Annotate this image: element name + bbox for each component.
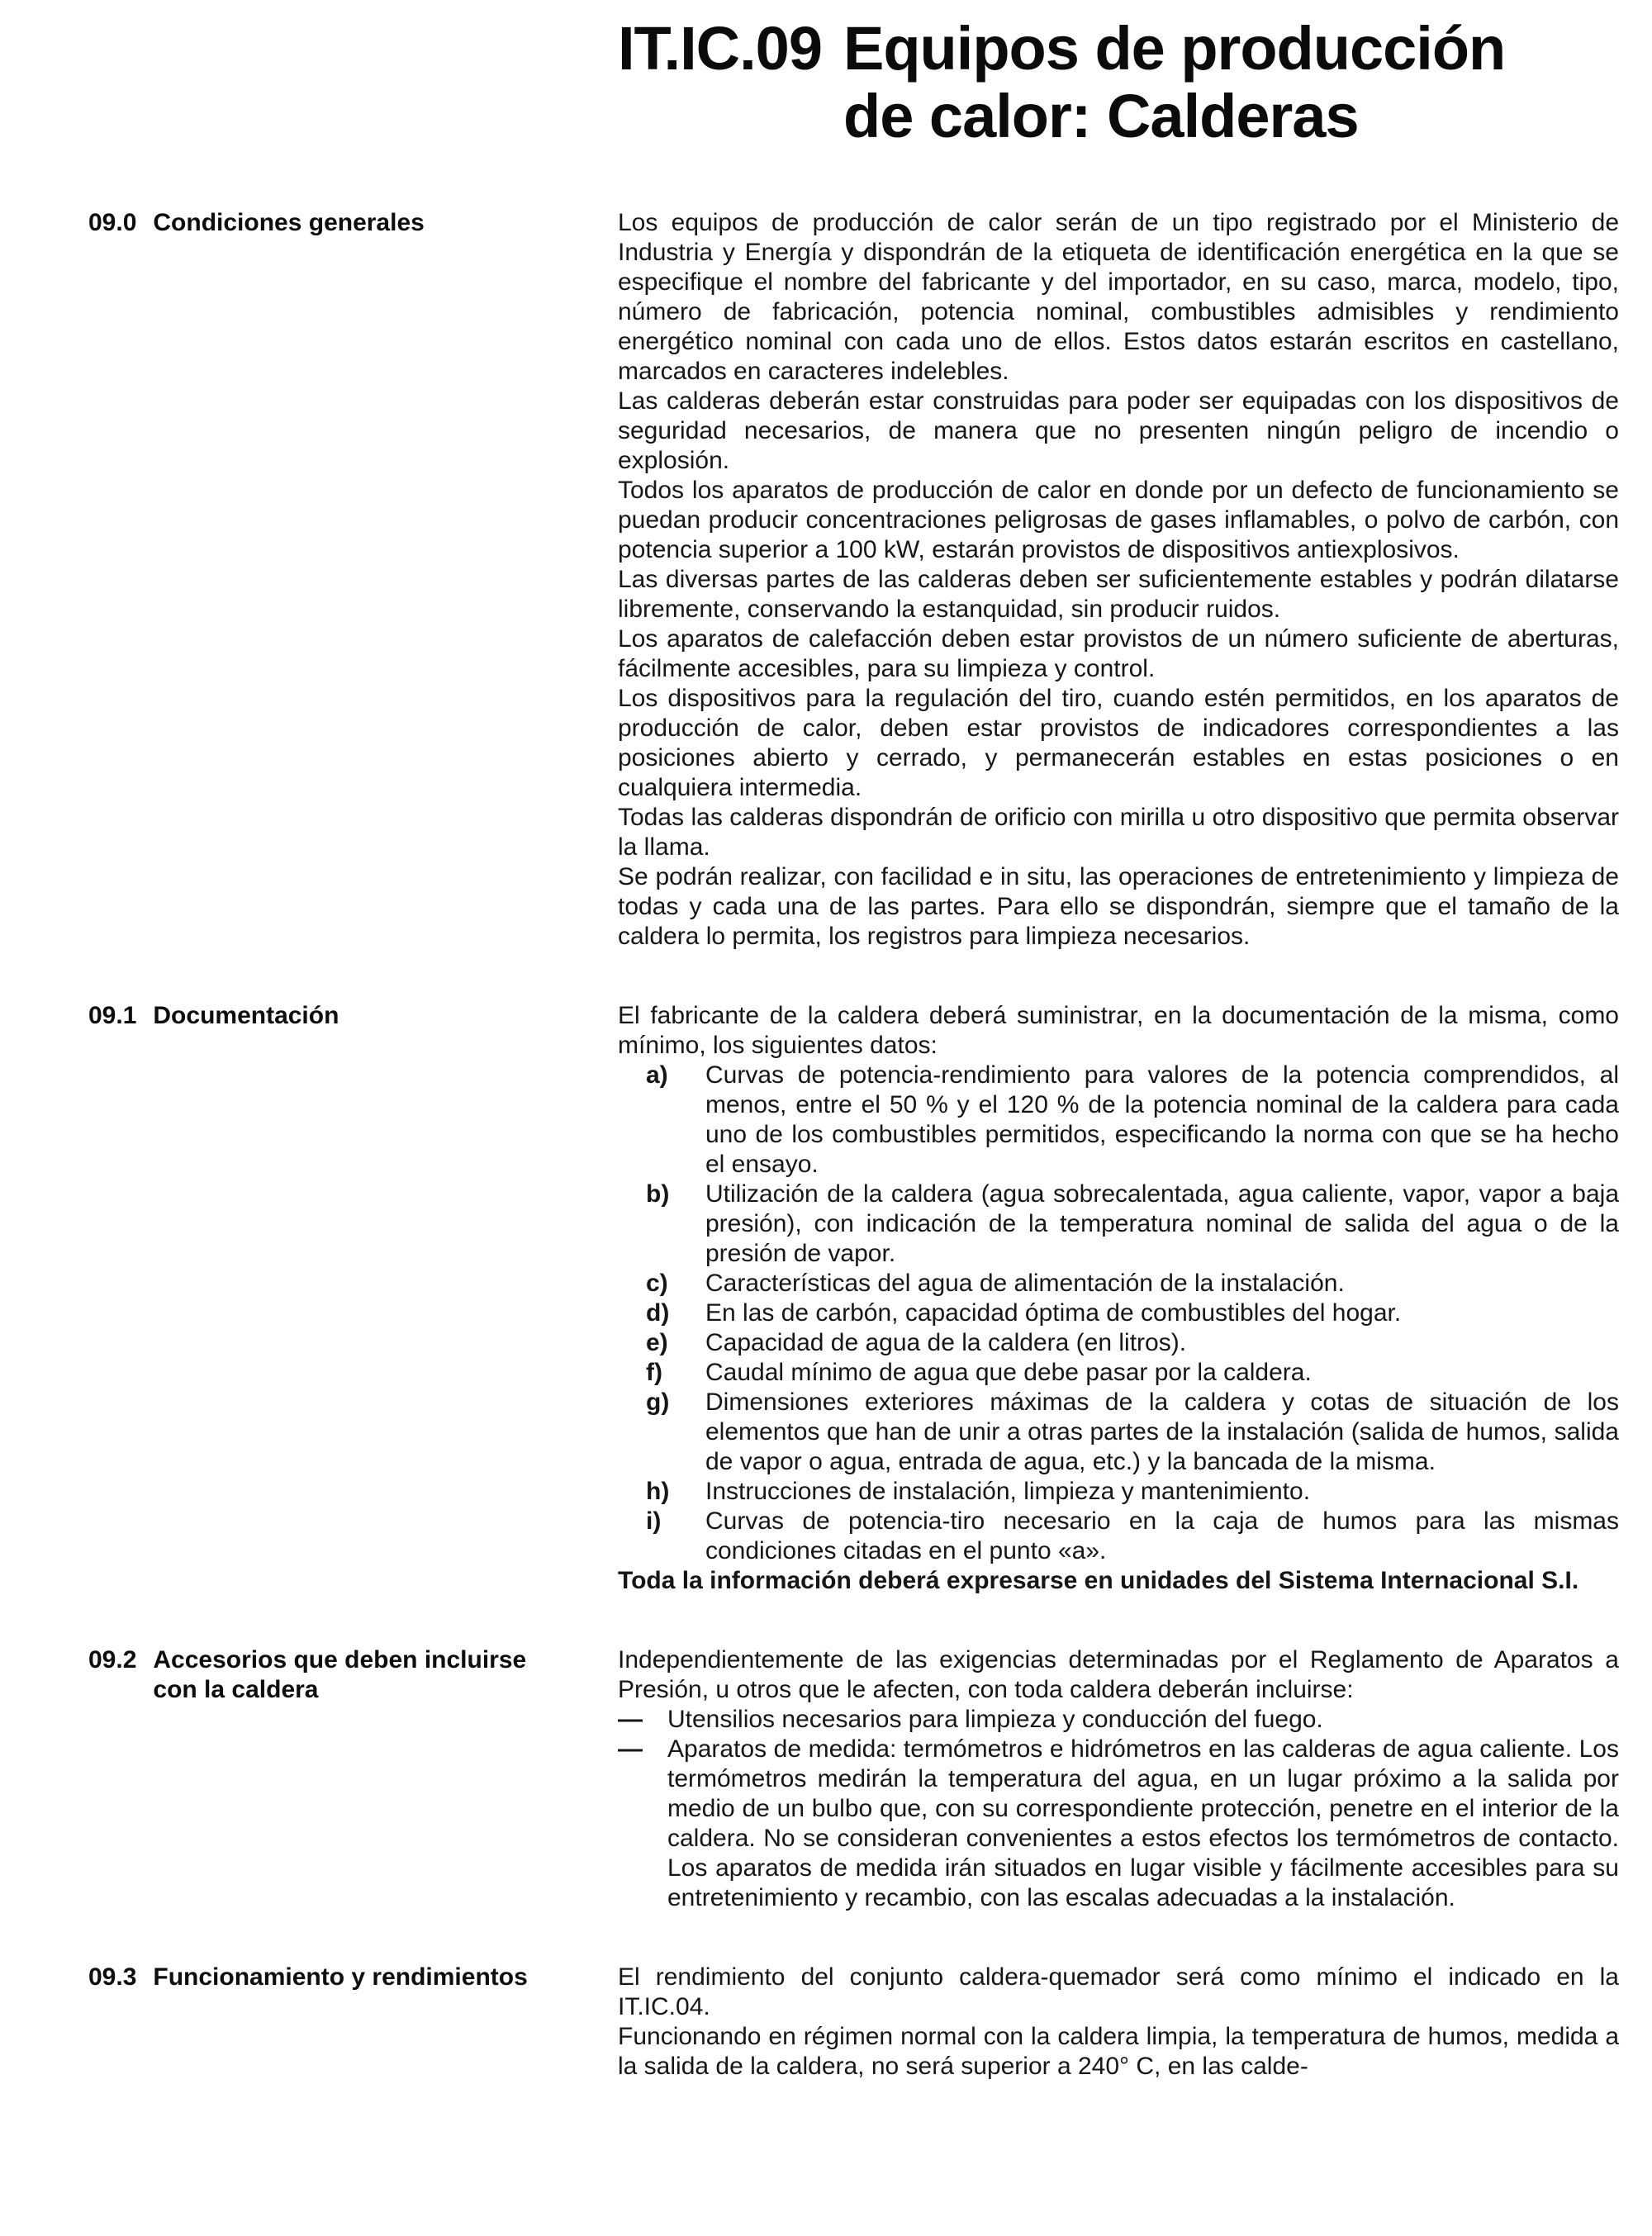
list-item-text: Utilización de la caldera (agua sobrecalentada, agua caliente, vapor, vapor a baja presión), con indicación de la temperatura nominal de salida del agua o de la presión de vapor. — [705, 1180, 1619, 1267]
dash-list-item — [618, 1705, 1619, 1735]
paragraph: Todas las calderas dispondrán de orificio con mirilla u otro dispositivo que permita observar la llama. — [618, 804, 1619, 861]
section-heading-09-2 — [88, 1645, 618, 1913]
list-item-d — [618, 1298, 1619, 1328]
list-item-c — [618, 1269, 1619, 1298]
list-item-label: b) — [646, 1180, 670, 1208]
paragraph: Todos los aparatos de producción de calor en donde por un defecto de funcionamiento se puedan producir concentraciones peligrosas de gases inflamables, o polvo de carbón, con potencia superior a 100 kW, estarán provistos de dispositivos antiexplosivos. — [618, 477, 1619, 563]
section-label: Funcionamiento y rendimientos — [153, 1963, 528, 1991]
list-item-g — [618, 1388, 1619, 1477]
section-09-1 — [88, 1001, 1619, 1596]
section-number: 09.2 — [88, 1646, 137, 1673]
section-label: Documentación — [153, 1002, 339, 1029]
paragraph: Toda la información deberá expresarse en unidades del Sistema Internacional S.I. — [618, 1567, 1579, 1594]
paragraph: Independientemente de las exigencias determinadas por el Reglamento de Aparatos a Presión, u otros que le afecten, con toda caldera deberán incluirse: — [618, 1646, 1619, 1703]
list-item-text: Utensilios necesarios para limpieza y conducción del fuego. — [667, 1706, 1323, 1733]
list-item-i — [618, 1507, 1619, 1566]
list-item-b — [618, 1180, 1619, 1269]
section-number: 09.1 — [88, 1002, 137, 1029]
list-item-text: Instrucciones de instalación, limpieza y mantenimiento. — [705, 1478, 1311, 1505]
list-item-text: Curvas de potencia-rendimiento para valores de la potencia comprendidos, al menos, entre el 50 % y el 120 % de la potencia nominal de la caldera para cada uno de los combustibles permitidos, especificando la norma con que se ha hecho el ensayo. — [705, 1061, 1619, 1178]
list-item-label: d) — [646, 1299, 670, 1327]
list-item-label: i) — [646, 1507, 662, 1535]
list-item-label: a) — [646, 1061, 668, 1089]
list-item-text: Caudal mínimo de agua que debe pasar por la caldera. — [705, 1359, 1312, 1386]
paragraph: Las diversas partes de las calderas deben ser suficientemente estables y podrán dilatarse libremente, conservando la estanquidad, sin producir ruidos. — [618, 566, 1619, 623]
list-item-text: Capacidad de agua de la caldera (en litros). — [705, 1329, 1187, 1356]
list-item-text: Curvas de potencia-tiro necesario en la caja de humos para las mismas condiciones citadas en el punto «a». — [705, 1507, 1619, 1564]
paragraph: Funcionando en régimen normal con la caldera limpia, la temperatura de humos, medida a la salida de la caldera, no será superior a 240° C, en las calde- — [618, 2023, 1619, 2080]
paragraph: El fabricante de la caldera deberá suministrar, en la documentación de la misma, como mínimo, los siguientes datos: — [618, 1002, 1619, 1059]
paragraph: Los dispositivos para la regulación del tiro, cuando estén permitidos, en los aparatos de producción de calor, deben estar provistos de indicadores correspondientes a las posiciones abierto y cerrado, y permanecerán estables en estas posiciones o en cualquiera intermedia. — [618, 685, 1619, 801]
list-item-text: En las de carbón, capacidad óptima de combustibles del hogar. — [705, 1299, 1402, 1327]
list-item-h — [618, 1477, 1619, 1507]
list-item-a — [618, 1061, 1619, 1180]
list-item-text: Dimensiones exteriores máximas de la caldera y cotas de situación de los elementos que han de unir a otras partes de la instalación (salida de humos, salida de vapor o agua, entrada de agua, etc.) y la bancada de la misma. — [705, 1389, 1619, 1475]
list-item-label: c) — [646, 1270, 668, 1297]
list-item-label: g) — [646, 1389, 670, 1416]
paragraph: Los equipos de producción de calor serán de un tipo registrado por el Ministerio de Industria y Energía y dispondrán de la etiqueta de identificación energética en la que se especifique el nombre del fabricante y del importador, en su caso, marca, modelo, tipo, número de fabricación, potencia nominal, combustibles admisibles y rendimiento energético nominal con cada uno de ellos. Estos datos estarán escritos en castellano, marcados en caracteres indelebles. — [618, 209, 1619, 385]
section-09-0 — [88, 208, 1619, 952]
section-body-09-2 — [618, 1645, 1619, 1913]
section-label: Accesorios que deben incluirse con la caldera — [153, 1646, 527, 1703]
list-item-label: h) — [646, 1478, 670, 1505]
dash-icon: — — [618, 1706, 643, 1733]
paragraph: El rendimiento del conjunto caldera-quemador será como mínimo el indicado en la IT.IC.04. — [618, 1963, 1619, 2020]
section-body-09-3 — [618, 1963, 1619, 2082]
dash-icon: — — [618, 1735, 643, 1763]
list-item-label: f) — [646, 1359, 662, 1386]
paragraph: Los aparatos de calefacción deben estar provistos de un número suficiente de aberturas, fácilmente accesibles, para su limpieza y control. — [618, 625, 1619, 682]
section-09-2 — [88, 1645, 1619, 1913]
list-item-text: Características del agua de alimentación de la instalación. — [705, 1270, 1345, 1297]
section-body-09-0 — [618, 208, 1619, 952]
title-code: IT.IC.09 — [618, 14, 822, 83]
paragraph: Las calderas deberán estar construidas para poder ser equipadas con los dispositivos de seguridad necesarios, de manera que no presenten ningún peligro de incendio o explosión. — [618, 387, 1619, 474]
title-text: Equipos de producción de calor: Calderas — [843, 14, 1506, 150]
section-body-09-1 — [618, 1001, 1619, 1596]
section-label: Condiciones generales — [153, 209, 425, 236]
list-item-e — [618, 1328, 1619, 1358]
section-heading-09-1 — [88, 1001, 618, 1596]
dash-list-item — [618, 1735, 1619, 1913]
paragraph: Se podrán realizar, con facilidad e in situ, las operaciones de entretenimiento y limpieza de todas y cada una de las partes. Para ello se dispondrán, siempre que el tamaño de la caldera lo permita, los registros para limpieza necesarios. — [618, 863, 1619, 950]
section-09-3 — [88, 1963, 1619, 2082]
document-title — [618, 15, 1619, 150]
section-number: 09.0 — [88, 209, 137, 236]
list-item-text: Aparatos de medida: termómetros e hidrómetros en las calderas de agua caliente. Los termómetros medirán la temperatura del agua, en un lugar próximo a la salida por medio de un bulbo que, con su correspondiente protección, penetre en el interior de la caldera. No se consideran convenientes a estos efectos los termómetros de contacto. Los aparatos de medida irán situados en lugar visible y fácilmente accesibles para su entretenimiento y recambio, con las escalas adecuadas a la instalación. — [667, 1735, 1619, 1911]
list-item-label: e) — [646, 1329, 668, 1356]
section-heading-09-3 — [88, 1963, 618, 2082]
list-item-f — [618, 1358, 1619, 1388]
section-number: 09.3 — [88, 1963, 137, 1991]
section-heading-09-0 — [88, 208, 618, 952]
